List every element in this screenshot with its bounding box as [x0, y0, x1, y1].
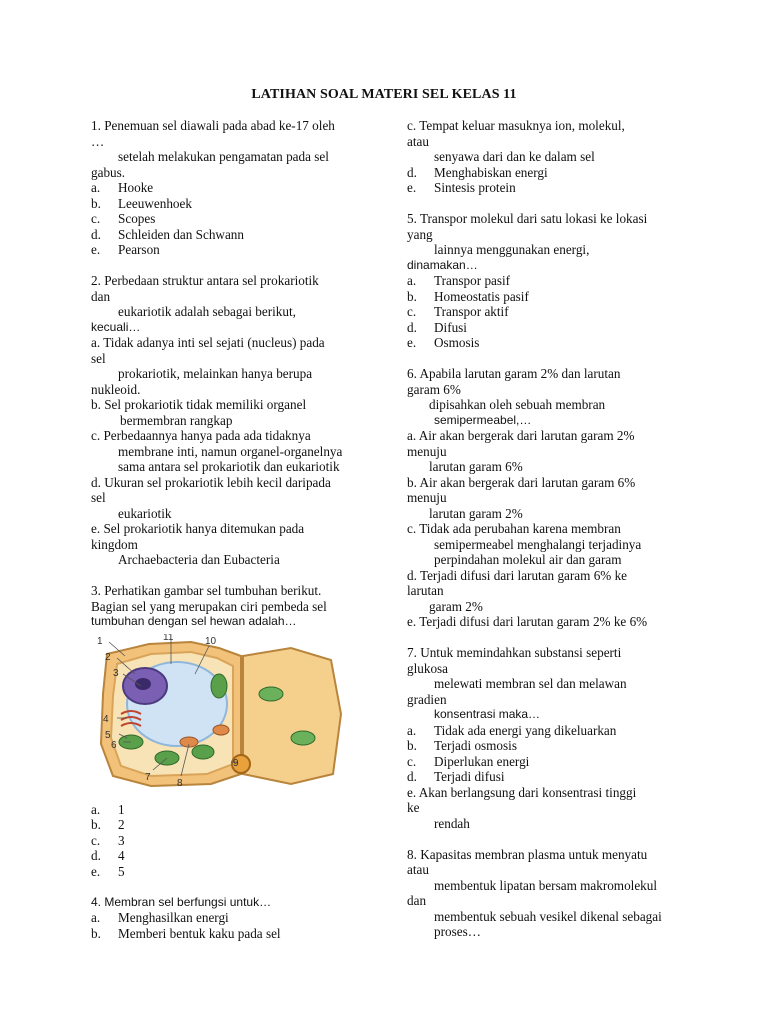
- label-6: 6: [111, 739, 117, 751]
- q2-option-c: sama antara sel prokariotik dan eukariotik: [118, 459, 340, 474]
- q1-text: setelah melakukan pengamatan pada sel: [118, 149, 329, 164]
- chloroplast: [259, 687, 283, 701]
- q1-text: 1. Penemuan sel diawali pada abad ke-17 oleh: [91, 118, 335, 133]
- q4-option-c: atau: [407, 133, 429, 149]
- label-9: 9: [233, 757, 239, 769]
- q2-text: 2. Perbedaan struktur antara sel prokariotik: [91, 273, 319, 288]
- label-8: 8: [177, 777, 183, 789]
- label-4: 4: [103, 713, 109, 725]
- q5-option-e: e. Osmosis: [407, 335, 480, 350]
- chloroplast: [291, 731, 315, 745]
- q2-option-b: bermembran rangkap: [120, 412, 233, 428]
- q2-option-a: sel: [91, 350, 106, 366]
- q8-text: atau: [407, 862, 429, 877]
- q1-option-e: e. Pearson: [91, 242, 160, 257]
- q5-text: yang: [407, 226, 433, 242]
- q2-option-d: sel: [91, 490, 106, 505]
- q7-option-e: e. Akan berlangsung dari konsentrasi tinggi: [407, 784, 637, 800]
- q3-option-d: d. 4: [91, 848, 125, 863]
- q6-option-d: d. Terjadi difusi dari larutan garam 6% ke: [407, 567, 628, 583]
- q6-option-c: perpindahan molekul air dan garam: [434, 552, 622, 567]
- q2-option-e: e. Sel prokariotik hanya ditemukan pada: [91, 521, 305, 536]
- q2-option-e: Archaebacteria dan Eubacteria: [118, 552, 280, 567]
- q2-option-d: eukariotik: [118, 505, 172, 521]
- q1-option-a: a. Hooke: [91, 180, 154, 195]
- q7-option-e: ke: [407, 800, 420, 815]
- label-11: 11: [163, 633, 174, 643]
- q5-option-a: a. Transpor pasif: [407, 273, 511, 288]
- q7-option-e: rendah: [434, 815, 470, 831]
- q8-text: 8. Kapasitas membran plasma untuk menyatu: [407, 846, 648, 862]
- q6-text: dipisahkan oleh sebuah membran: [429, 397, 606, 412]
- q4-option-a: a. Menghasilkan energi: [91, 910, 229, 925]
- q2-option-a: prokariotik, melainkan hanya berupa: [118, 366, 313, 381]
- label-7: 7: [145, 771, 151, 783]
- q2-text: eukariotik adalah sebagai berikut,: [118, 304, 296, 319]
- question-5: [407, 211, 675, 351]
- q6-option-b: b. Air akan bergerak dari larutan garam 6%: [407, 474, 636, 490]
- question-8: [407, 847, 675, 940]
- q7-text: glukosa: [407, 660, 449, 676]
- q4-option-e: e. Sintesis protein: [407, 180, 516, 195]
- q2-option-c: membrane inti, namun organel-organelnya: [118, 443, 343, 459]
- mitochondrion: [213, 725, 229, 735]
- question-3: [91, 583, 361, 879]
- q6-option-b: larutan garam 2%: [429, 505, 523, 521]
- q5-option-b: b. Homeostatis pasif: [407, 288, 529, 304]
- q7-text: konsentrasi maka…: [434, 707, 541, 721]
- q6-option-c: c. Tidak ada perubahan karena membran: [407, 521, 621, 536]
- q6-option-d: garam 2%: [429, 598, 483, 614]
- q2-text: kecuali…: [91, 319, 141, 334]
- q6-option-d: larutan: [407, 583, 444, 598]
- q8-text: proses…: [434, 924, 481, 939]
- plant-cell-diagram: [91, 634, 351, 794]
- label-5: 5: [105, 729, 111, 741]
- label-3: 3: [113, 667, 119, 679]
- q3-option-b: b. 2: [91, 817, 125, 832]
- q4-option-d: d. Menghabiskan energi: [407, 164, 548, 180]
- q5-option-d: d. Difusi: [407, 319, 467, 335]
- label-1: 1: [97, 635, 103, 647]
- q7-text: gradien: [407, 691, 447, 707]
- q2-option-c: c. Perbedaannya hanya pada ada tidaknya: [91, 428, 311, 443]
- q7-text: melewati membran sel dan melawan: [434, 676, 627, 691]
- q6-option-a: menuju: [407, 443, 447, 459]
- q5-text: lainnya menggunakan energi,: [434, 242, 590, 257]
- q4-text: 4. Membran sel berfungsi untuk…: [91, 894, 272, 909]
- q8-text: membentuk sebuah vesikel dikenal sebagai: [434, 908, 662, 924]
- q5-text: dinamakan…: [407, 257, 478, 272]
- q8-text: membentuk lipatan bersam makromolekul: [434, 877, 658, 893]
- q4-option-b: b. Memberi bentuk kaku pada sel: [91, 925, 281, 941]
- q7-option-a: a. Tidak ada energi yang dikeluarkan: [407, 722, 617, 738]
- q2-text: dan: [91, 288, 111, 304]
- chloroplast: [211, 674, 227, 698]
- q7-option-b: b. Terjadi osmosis: [407, 738, 517, 753]
- plant-cell-figure: [91, 634, 351, 794]
- q1-option-d: d. Schleiden dan Schwann: [91, 226, 244, 242]
- q3-option-a: a. 1: [91, 801, 125, 817]
- label-10: 10: [205, 635, 217, 647]
- q6-option-e: e. Terjadi difusi dari larutan garam 2% ke 6%: [407, 614, 648, 629]
- question-7: [407, 645, 675, 831]
- chloroplast: [192, 745, 214, 759]
- q7-option-d: d. Terjadi difusi: [407, 769, 505, 784]
- q4-option-c: senyawa dari dan ke dalam sel: [434, 149, 595, 164]
- q6-option-c: semipermeabel menghalangi terjadinya: [434, 536, 642, 552]
- q6-text: semipermeabel,…: [434, 412, 532, 427]
- label-2: 2: [105, 651, 111, 663]
- q2-option-a: a. Tidak adanya inti sel sejati (nucleus) pada: [91, 335, 325, 350]
- q6-option-b: menuju: [407, 490, 447, 505]
- left-column: [91, 118, 361, 957]
- page-title: LATIHAN SOAL MATERI SEL KELAS 11: [251, 87, 517, 102]
- question-4: [91, 895, 361, 942]
- cell-wall: [243, 648, 341, 784]
- q2-option-b: b. Sel prokariotik tidak memiliki organel: [91, 397, 307, 412]
- q3-option-e: e. 5: [91, 863, 125, 879]
- question-6: [407, 366, 675, 630]
- question-4-cont: [407, 118, 675, 196]
- q6-text: 6. Apabila larutan garam 2% dan larutan: [407, 366, 621, 381]
- q7-option-c: c. Diperlukan energi: [407, 753, 530, 769]
- q7-text: 7. Untuk memindahkan substansi seperti: [407, 645, 622, 660]
- q1-text: gabus.: [91, 164, 126, 180]
- q3-text: Bagian sel yang merupakan ciri pembeda sel: [91, 598, 327, 614]
- q6-text: garam 6%: [407, 381, 461, 397]
- q8-text: dan: [407, 893, 427, 908]
- q1-option-c: c. Scopes: [91, 211, 156, 226]
- q2-option-e: kingdom: [91, 536, 138, 552]
- q3-option-c: c. 3: [91, 832, 125, 848]
- q4-option-c: c. Tempat keluar masuknya ion, molekul,: [407, 118, 625, 133]
- question-1: [91, 118, 361, 258]
- q1-option-b: b. Leeuwenhoek: [91, 195, 192, 211]
- q6-option-a: larutan garam 6%: [429, 459, 523, 474]
- q5-text: 5. Transpor molekul dari satu lokasi ke lokasi: [407, 211, 648, 226]
- q2-option-d: d. Ukuran sel prokariotik lebih kecil daripada: [91, 474, 331, 490]
- q1-text: …: [91, 133, 105, 149]
- q3-text: 3. Perhatikan gambar sel tumbuhan berikut.: [91, 583, 322, 598]
- q6-option-a: a. Air akan bergerak dari larutan garam 2%: [407, 428, 635, 443]
- q2-option-a: nukleoid.: [91, 381, 141, 397]
- right-column: [407, 118, 675, 955]
- question-2: [91, 273, 361, 568]
- q3-text: tumbuhan dengan sel hewan adalah…: [91, 614, 297, 628]
- q5-option-c: c. Transpor aktif: [407, 304, 509, 319]
